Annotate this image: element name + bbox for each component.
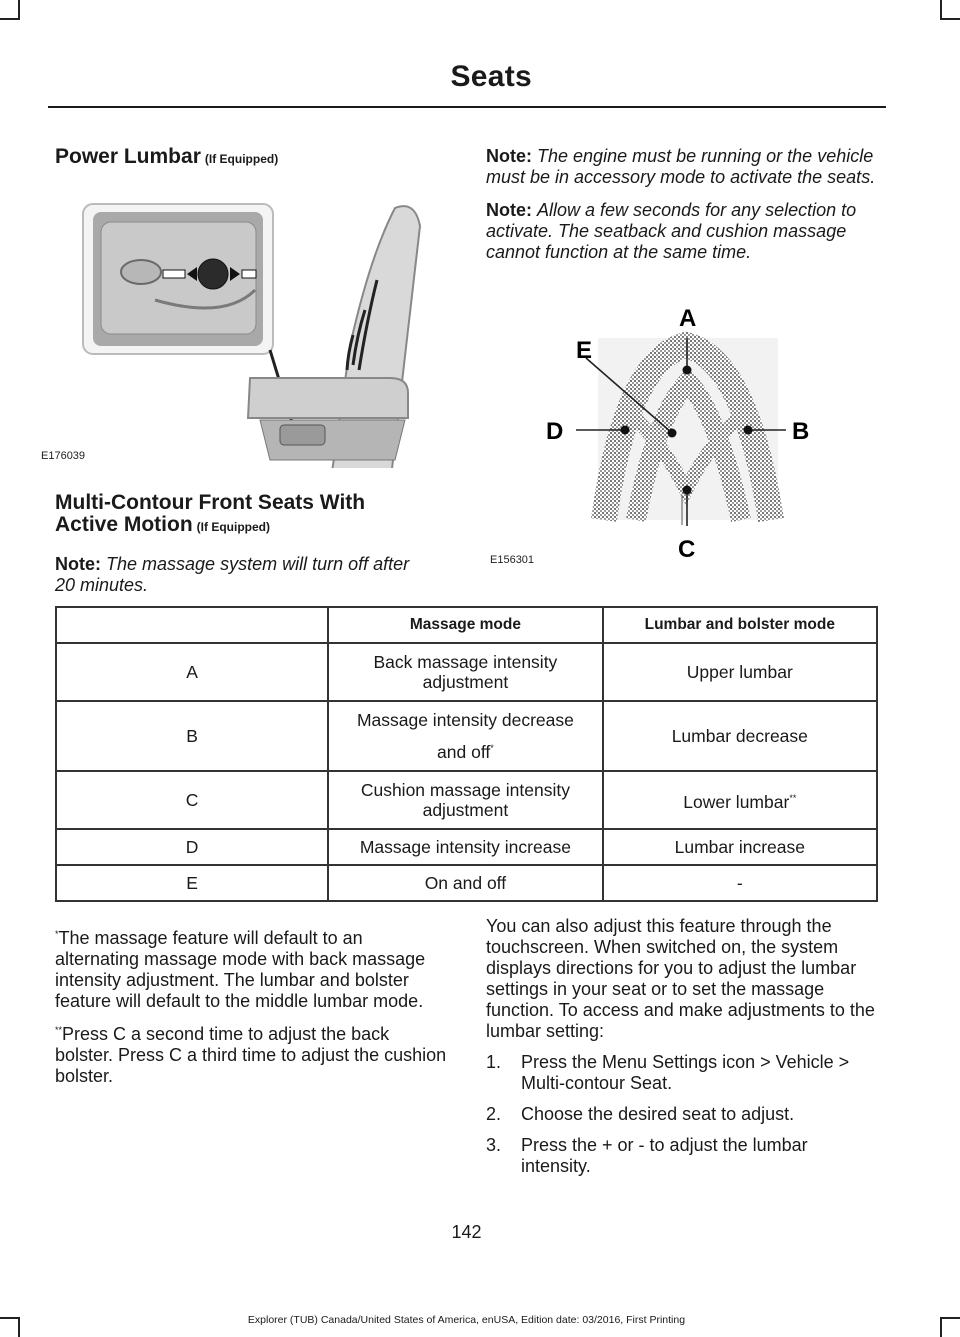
table-cell-massage: Back massage intensity adjustment	[328, 643, 602, 701]
massage-line: and off	[437, 741, 491, 762]
massage-mode-table	[55, 606, 878, 902]
step-text: Choose the desired seat to adjust.	[521, 1104, 795, 1124]
right-column	[486, 146, 881, 275]
table-cell-massage	[328, 701, 602, 771]
footnote-2	[55, 1020, 448, 1087]
table-cell-massage: Massage intensity increase	[328, 829, 602, 865]
massage-note	[55, 554, 425, 596]
page-number: 142	[451, 1222, 482, 1242]
lumbar-text: Lower lumbar	[683, 791, 790, 812]
selection-note	[486, 200, 881, 263]
footnote-text: Press C a second time to adjust the back bolster. Press C a third time to adjust the cushion bolster.	[55, 1024, 447, 1086]
footnote-mark: **	[789, 792, 797, 803]
table-row	[56, 771, 877, 829]
power-lumbar-heading-text: Power Lumbar	[55, 145, 201, 168]
multi-contour-heading-line2: Active Motion	[55, 513, 193, 536]
step-number: 1.	[486, 1052, 502, 1072]
table-cell-key: B	[56, 701, 328, 771]
step-number: 2.	[486, 1104, 502, 1124]
footnote-mark: *	[490, 743, 494, 753]
table-cell-massage: Cushion massage intensity adjustment	[328, 771, 602, 829]
page-title: Seats	[450, 60, 532, 93]
multi-contour-heading-line1: Multi-Contour Front Seats With	[55, 491, 366, 514]
table-cell-lumbar: Upper lumbar	[603, 643, 877, 701]
table-row	[56, 701, 877, 771]
crop-mark	[0, 18, 18, 20]
massage-line: Massage intensity decrease	[356, 710, 574, 730]
note-label: Note:	[55, 554, 101, 574]
note-label: Note:	[486, 200, 532, 220]
note-text: Allow a few seconds for any selection to activate. The seatback and cushion massage cannot function at the same time.	[486, 200, 857, 262]
footnote-mark: *	[55, 929, 59, 939]
left-column	[41, 145, 425, 608]
crop-mark	[940, 0, 942, 20]
footnotes	[55, 924, 448, 1095]
crop-mark	[940, 1317, 960, 1319]
power-lumbar-heading	[55, 146, 425, 170]
touchscreen-intro: You can also adjust this feature through the touchscreen. When switched on, the system displays directions for you to adjust the lumbar settings in your seat or to set the massage function. To access and make adjustments to the lumbar setting:	[486, 916, 875, 1041]
table-row	[56, 643, 877, 701]
seat-lumbar-illustration	[55, 200, 425, 468]
table-row	[56, 865, 877, 901]
massage-zone-diagram	[486, 300, 881, 572]
step-text: Press the Menu Settings icon > Vehicle > Multi-contour Seat.	[521, 1052, 850, 1093]
table-cell-key: A	[56, 643, 328, 701]
touchscreen-section	[486, 916, 881, 1187]
table-cell-lumbar: -	[603, 865, 877, 901]
seat-zone-illustration	[486, 300, 881, 572]
zone-label-d: D	[546, 418, 564, 445]
note-text: The engine must be running or the vehicle must be in accessory mode to activate the seats.	[486, 146, 876, 187]
zone-label-b: B	[792, 418, 810, 445]
crop-mark	[18, 0, 20, 20]
if-equipped-label: (If Equipped)	[204, 152, 279, 166]
footnote-mark: **	[55, 1025, 63, 1035]
figure-code: E176039	[41, 450, 86, 462]
header-divider	[48, 106, 886, 108]
list-item	[486, 1104, 881, 1125]
zone-label-c: C	[678, 536, 696, 563]
crop-mark	[940, 18, 960, 20]
table-header-row	[56, 607, 877, 643]
table-header-cell: Lumbar and bolster mode	[603, 607, 877, 643]
multi-contour-heading	[55, 492, 425, 538]
step-number: 3.	[486, 1135, 502, 1155]
engine-note	[486, 146, 881, 188]
table-header-cell: Massage mode	[328, 607, 602, 643]
table-row	[56, 829, 877, 865]
table-cell-key: C	[56, 771, 328, 829]
table-header-cell	[56, 607, 328, 643]
list-item	[486, 1052, 881, 1094]
zone-label-e: E	[576, 337, 593, 364]
table-cell-massage: On and off	[328, 865, 602, 901]
steps-list	[486, 1052, 881, 1177]
step-text: Press the + or - to adjust the lumbar intensity.	[521, 1135, 808, 1176]
power-lumbar-figure	[41, 200, 425, 468]
table-cell-key: E	[56, 865, 328, 901]
note-label: Note:	[486, 146, 532, 166]
table-cell-key: D	[56, 829, 328, 865]
table-cell-lumbar	[603, 771, 877, 829]
table-cell-lumbar: Lumbar decrease	[603, 701, 877, 771]
zone-label-a: A	[679, 305, 697, 332]
page-footer: Explorer (TUB) Canada/United States of America, enUSA, Edition date: 03/2016, First Printing	[247, 1314, 686, 1326]
footnote-1	[55, 924, 448, 1012]
note-text: The massage system will turn off after 20 minutes.	[55, 554, 410, 595]
list-item	[486, 1135, 881, 1177]
if-equipped-label: (If Equipped)	[196, 520, 270, 534]
footnote-text: The massage feature will default to an alternating massage mode with back massage intensity adjustment. The lumbar and bolster feature will default to the middle lumbar mode.	[55, 928, 426, 1011]
crop-mark	[940, 1317, 942, 1337]
figure-code: E156301	[490, 554, 535, 566]
table-cell-lumbar: Lumbar increase	[603, 829, 877, 865]
